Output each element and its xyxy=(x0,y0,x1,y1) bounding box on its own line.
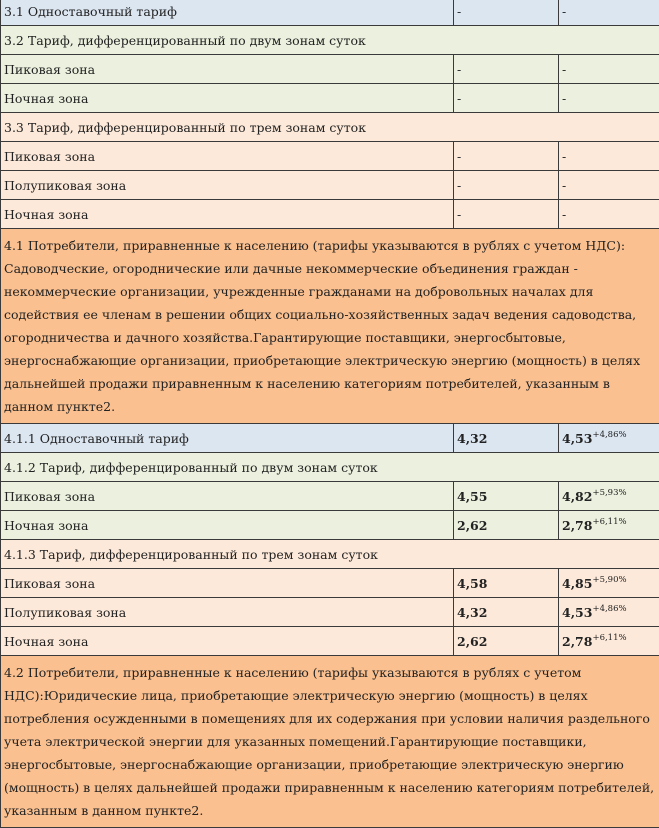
tariff-value-1: - xyxy=(454,171,559,200)
tariff-value-1: 4,32 xyxy=(454,598,559,627)
change-percent: +5,93% xyxy=(592,488,626,498)
table-row xyxy=(1,511,659,540)
change-percent: +5,90% xyxy=(592,575,626,585)
table-row xyxy=(1,540,659,569)
row-label: Ночная зона xyxy=(1,200,454,229)
table-row xyxy=(1,113,659,142)
tariff-value-2 xyxy=(559,482,659,511)
tariff-value-2 xyxy=(559,598,659,627)
tariff-value-2 xyxy=(559,627,659,656)
tariff-value-1: - xyxy=(454,84,559,113)
change-percent: +4,86% xyxy=(592,604,626,614)
tariff-value-1: 2,62 xyxy=(454,511,559,540)
tariff-value-1: - xyxy=(454,55,559,84)
table-row xyxy=(1,598,659,627)
category-description: 4.1 Потребители, приравненные к населению (тарифы указываются в рублях с учетом НДС): Садоводческие, огороднические или дачные некоммерческие объединения граждан - некоммерческие организации, учрежденные гражданами на добровольных началах для содействия ее членам в решении общих социально-хозяйственных задач ведения садоводства, огородничества и дачного хозяйства.Гарантирующие поставщики, энергосбытовые, энергоснабжающие организации, приобретающие электрическую энергию (мощность) в целях дальнейшей продажи приравненным к населению категориям потребителей, указанным в данном пункте2. xyxy=(1,229,659,424)
tariff-value-1: 2,62 xyxy=(454,627,559,656)
row-label: Пиковая зона xyxy=(1,482,454,511)
row-label: Пиковая зона xyxy=(1,55,454,84)
tariff-value-2 xyxy=(559,511,659,540)
tariff-value-2: - xyxy=(559,55,659,84)
table-row xyxy=(1,26,659,55)
tariff-value-1: - xyxy=(454,0,559,26)
section-header: 4.1.2 Тариф, дифференцированный по двум зонам суток xyxy=(1,453,659,482)
row-label: Пиковая зона xyxy=(1,569,454,598)
table-row xyxy=(1,55,659,84)
tariff-value-2: - xyxy=(559,0,659,26)
row-label: Ночная зона xyxy=(1,84,454,113)
table-row xyxy=(1,627,659,656)
tariff-value: 4,53 xyxy=(562,605,592,620)
tariff-value-1: 4,58 xyxy=(454,569,559,598)
row-label: 3.1 Одноставочный тариф xyxy=(1,0,454,26)
section-header: 4.1.3 Тариф, дифференцированный по трем зонам суток xyxy=(1,540,659,569)
tariff-value-2: - xyxy=(559,171,659,200)
tariff-value: 4,85 xyxy=(562,576,592,591)
table-row xyxy=(1,656,659,828)
tariff-value-1: 4,55 xyxy=(454,482,559,511)
table-row xyxy=(1,424,659,453)
section-header: 3.3 Тариф, дифференцированный по трем зонам суток xyxy=(1,113,659,142)
tariff-value: 2,78 xyxy=(562,518,592,533)
section-header: 3.2 Тариф, дифференцированный по двум зонам суток xyxy=(1,26,659,55)
table-row xyxy=(1,84,659,113)
tariff-value: 4,53 xyxy=(562,431,592,446)
row-label: 4.1.1 Одноставочный тариф xyxy=(1,424,454,453)
change-percent: +6,11% xyxy=(592,517,626,527)
tariff-value-1: - xyxy=(454,142,559,171)
table-row xyxy=(1,200,659,229)
table-row xyxy=(1,453,659,482)
tariff-value-2: - xyxy=(559,142,659,171)
table-row xyxy=(1,0,659,26)
table-row xyxy=(1,229,659,424)
tariff-value: 4,82 xyxy=(562,489,592,504)
row-label: Полупиковая зона xyxy=(1,598,454,627)
table-row xyxy=(1,569,659,598)
row-label: Полупиковая зона xyxy=(1,171,454,200)
table-row xyxy=(1,171,659,200)
row-label: Пиковая зона xyxy=(1,142,454,171)
tariff-value-2: - xyxy=(559,200,659,229)
tariff-value-2 xyxy=(559,569,659,598)
tariff-value: 2,78 xyxy=(562,634,592,649)
tariff-value-1: - xyxy=(454,200,559,229)
tariff-value-2 xyxy=(559,424,659,453)
row-label: Ночная зона xyxy=(1,627,454,656)
table-row xyxy=(1,482,659,511)
change-percent: +6,11% xyxy=(592,633,626,643)
tariff-value-1: 4,32 xyxy=(454,424,559,453)
category-description: 4.2 Потребители, приравненные к населению (тарифы указываются в рублях с учетом НДС):Юридические лица, приобретающие электрическую энергию (мощность) в целях потребления осужденными в помещениях для их содержания при условии наличия раздельного учета электрической энергии для указанных помещений.Гарантирующие поставщики, энергосбытовые, энергоснабжающие организации, приобретающие электрическую энергию (мощность) в целях дальнейшей продажи приравненным к населению категориям потребителей, указанным в данном пункте2. xyxy=(1,656,659,828)
change-percent: +4,86% xyxy=(592,430,626,440)
tariff-value-2: - xyxy=(559,84,659,113)
table-row xyxy=(1,142,659,171)
row-label: Ночная зона xyxy=(1,511,454,540)
